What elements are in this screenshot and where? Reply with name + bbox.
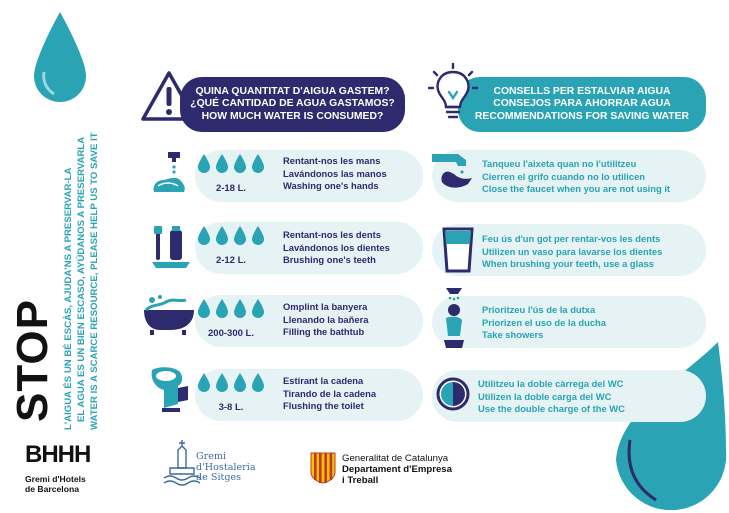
text-es: Tirando de la cadena [283, 387, 377, 399]
water-drops-icon [196, 153, 266, 175]
quantity-label: 2-12 L. [215, 255, 247, 266]
text-en: When brushing your teeth, use a glass [482, 258, 654, 269]
quantity-label: 2-18 L. [215, 183, 247, 194]
water-drops-icon [196, 298, 266, 320]
header-line-en: RECOMMENDATIONS FOR SAVING WATER [474, 110, 690, 122]
consumption-amount [196, 153, 266, 194]
text-en: Flushing the toilet [283, 400, 364, 411]
gremi-hostaleria-sitges-logo [162, 438, 282, 493]
sitges-line2: d'Hostaleria [196, 461, 256, 473]
header-line-en: HOW MUCH WATER IS CONSUMED? [201, 110, 384, 122]
consumption-text [283, 375, 376, 413]
faucet-icon [428, 148, 474, 192]
text-es: Cierren el grifo cuando no lo utilicen [482, 170, 646, 182]
text-es: Utilizen la doble carga del WC [478, 390, 612, 402]
dual-flush-icon [436, 377, 470, 411]
consumption-header [180, 77, 405, 132]
stop-title: STOP [8, 298, 57, 422]
consumption-text [283, 301, 368, 339]
text-ca: Rentant-nos les mans [283, 155, 381, 166]
toilet-icon [148, 364, 192, 414]
tips-header [458, 77, 706, 132]
text-ca: Omplint la banyera [283, 301, 368, 312]
sitges-line3: de Sitges [196, 472, 242, 483]
quantity-label: 200-300 L. [208, 328, 254, 339]
water-drop-decoration-icon [610, 340, 728, 510]
bathtub-icon [140, 292, 198, 336]
sitges-line1: Gremi [196, 451, 227, 462]
gremi-hotels-barcelona-logo [25, 440, 135, 495]
consumption-amount [196, 372, 266, 413]
generalitat-catalunya-logo [310, 450, 510, 490]
text-en: Filling the bathtub [283, 326, 365, 337]
text-en: Washing one's hands [283, 180, 379, 191]
vertical-slogan [62, 95, 122, 430]
tip-text [478, 378, 625, 416]
toothbrush-icon [150, 222, 192, 270]
consumption-text [283, 229, 390, 267]
header-line-ca: QUINA QUANTITAT D'AIGUA GASTEM? [195, 85, 390, 97]
lightbulb-icon [428, 62, 478, 128]
text-ca: Utilitzeu la doble càrrega del WC [478, 378, 624, 389]
header-line-es: ¿QUÉ CANTIDAD DE AGUA GASTAMOS? [190, 98, 395, 110]
quantity-label: 3-8 L. [218, 402, 244, 413]
gen-line2: Departament d'Empresa [342, 464, 452, 475]
text-es: Lavándonos las manos [283, 167, 387, 179]
gen-line3: i Treball [342, 475, 379, 486]
bhh-mark: BHHH [25, 441, 91, 468]
text-es: Llenando la bañera [283, 313, 369, 325]
tip-text [482, 233, 662, 271]
text-ca: Rentant-nos les dents [283, 229, 381, 240]
gen-line1: Generalitat de Catalunya [342, 453, 449, 464]
catalan-flag-icon [310, 452, 336, 484]
text-en: Take showers [482, 329, 544, 340]
bhh-caption-line2: de Barcelona [25, 484, 79, 494]
hand-washing-icon [150, 150, 192, 195]
water-drop-decoration-icon [30, 10, 90, 105]
header-line-ca: CONSELLS PER ESTALVIAR AIGUA [493, 85, 671, 97]
text-ca: Prioritzeu l'ús de la dutxa [482, 304, 596, 315]
consumption-text [283, 155, 387, 193]
text-ca: Feu ús d'un got per rentar-vos les dents [482, 233, 661, 244]
shower-icon [438, 284, 470, 350]
water-drops-icon [196, 225, 266, 247]
water-drops-icon [196, 372, 266, 394]
text-en: Close the faucet when you are not using it [482, 183, 671, 194]
tip-text [482, 158, 670, 196]
bhh-caption-line1: Gremi d'Hotels [25, 474, 86, 484]
text-es: Lavándonos los dientes [283, 241, 390, 253]
slogan-line-en: WATER IS A SCARCE RESOURCE, PLEASE HELP US TO SAVE IT [89, 132, 100, 430]
tip-text [482, 304, 606, 342]
consumption-amount [196, 225, 266, 266]
text-ca: Estirant la cadena [283, 375, 364, 386]
text-es: Priorizen el uso de la ducha [482, 316, 606, 328]
text-en: Use the double charge of the WC [478, 403, 625, 414]
text-en: Brushing one's teeth [283, 254, 376, 265]
glass-icon [441, 226, 475, 274]
slogan-line-es: EL AGUA ES UN BIEN ESCASO, AYÚDANOS A PRESERVARLA [76, 136, 87, 422]
text-ca: Tanqueu l'aixeta quan no l'utilitzeu [482, 158, 637, 169]
consumption-amount [196, 298, 266, 339]
slogan-line-ca: L'AIGUA ÉS UN BÉ ESCÀS, AJUDA'NS A PRESERVAR-LA [63, 167, 74, 430]
text-es: Utilizen un vaso para lavarse los dientes [482, 245, 663, 257]
header-line-es: CONSEJOS PARA AHORRAR AGUA [493, 98, 671, 110]
